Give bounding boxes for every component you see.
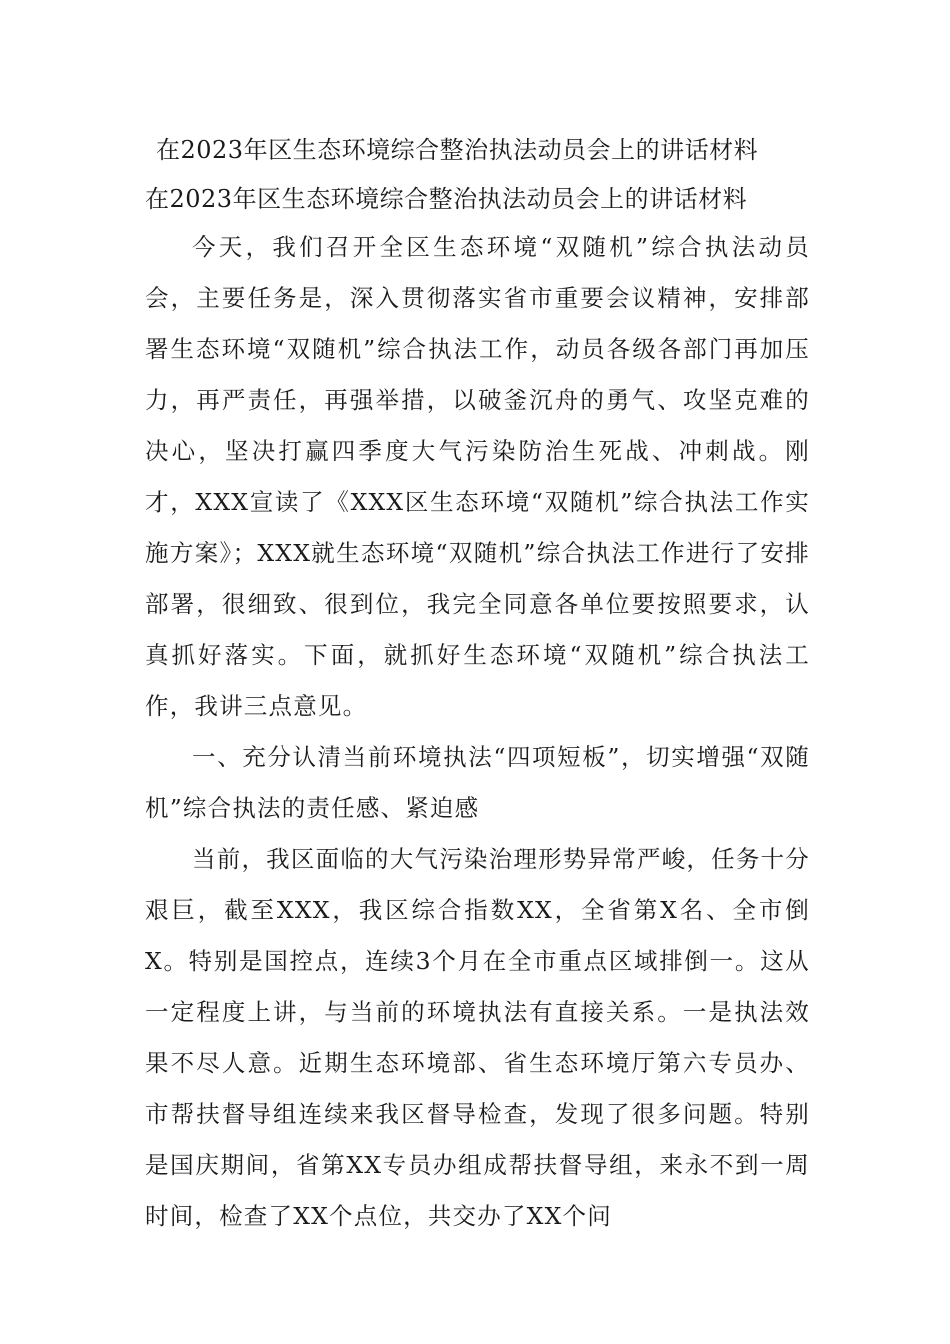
document-title-repeat: 在2023年区生态环境综合整治执法动员会上的讲话材料 (145, 185, 748, 213)
section-heading-1: 一、充分认清当前环境执法“四项短板”，切实增强“双随机”综合执法的责任感、紧迫感 (145, 743, 810, 822)
document-title: 在2023年区生态环境综合整治执法动员会上的讲话材料 (156, 136, 759, 164)
paragraph-situation: 当前，我区面临的大气污染治理形势异常严峻，任务十分艰巨，截至XXX，我区综合指数XX，全省第X名、全市倒X。特别是国控点，连续3个月在全市重点区域排倒一。这从一定程度上讲，与当前的环境执法有直接关系。一是执法效果不尽人意。近期生态环境部、省生态环境厅第六专员办、市帮扶督导组连续来我区督导检查，发现了很多问题。特别是国庆期间，省第XX专员办组成帮扶督导组，来永不到一周时间，检查了XX个点位，共交办了XX个问 (145, 845, 810, 1230)
document-body (145, 222, 810, 1242)
paragraph-intro: 今天，我们召开全区生态环境“双随机”综合执法动员会，主要任务是，深入贯彻落实省市重要会议精神，安排部署生态环境“双随机”综合执法工作，动员各级各部门再加压力，再严责任，再强举措，以破釜沉舟的勇气、攻坚克难的决心，坚决打赢四季度大气污染防治生死战、冲刺战。刚才，XXX宣读了《XXX区生态环境“双随机”综合执法工作实施方案》；XXX就生态环境“双随机”综合执法工作进行了安排部署，很细致、很到位，我完全同意各单位要按照要求，认真抓好落实。下面，就抓好生态环境“双随机”综合执法工作，我讲三点意见。 (145, 233, 810, 720)
